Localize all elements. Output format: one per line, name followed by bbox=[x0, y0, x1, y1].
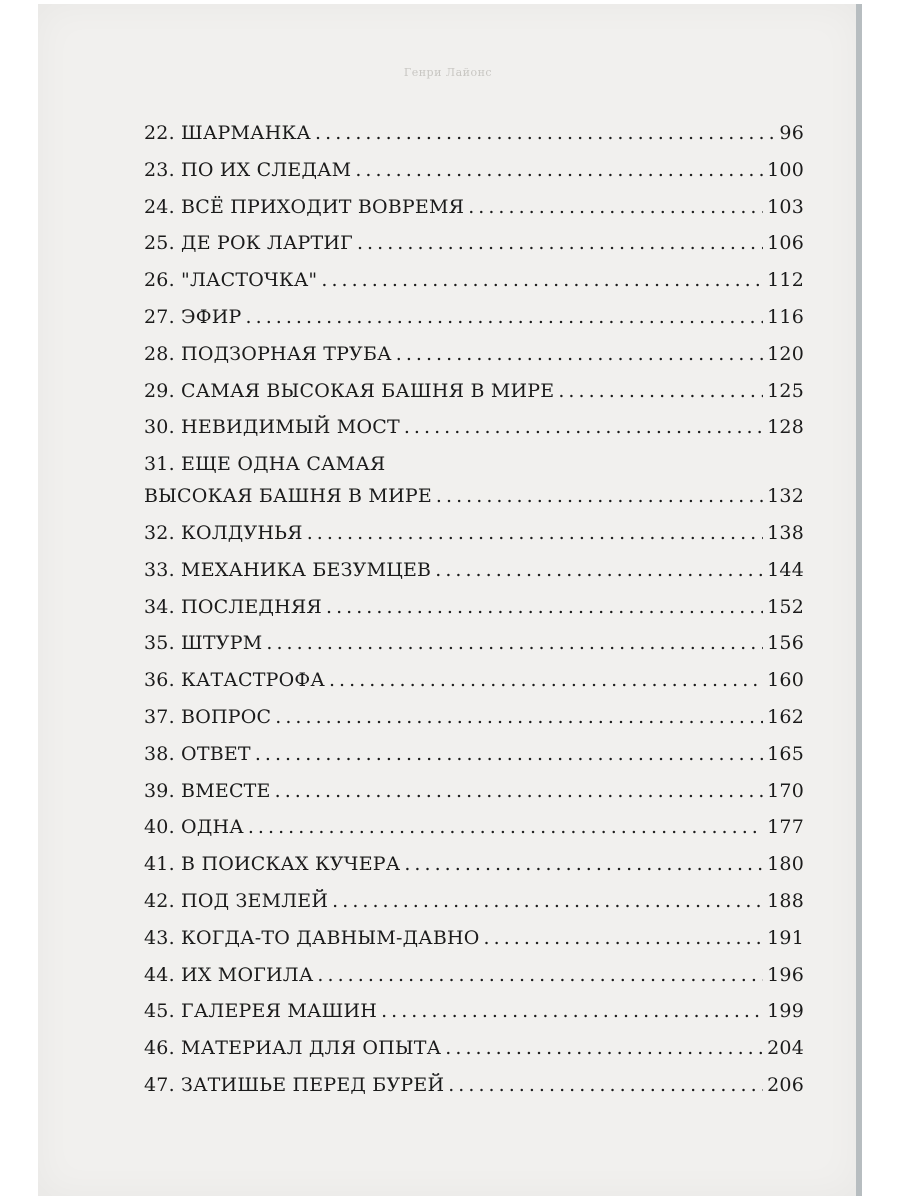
toc-page: 112 bbox=[767, 269, 804, 292]
toc-leader bbox=[357, 232, 763, 254]
toc-page: 128 bbox=[767, 416, 804, 439]
toc-leader bbox=[448, 1074, 763, 1096]
toc-title: 37. ВОПРОС bbox=[144, 705, 272, 728]
toc-title: 25. ДЕ РОК ЛАРТИГ bbox=[144, 232, 353, 255]
toc-entry bbox=[144, 196, 804, 233]
toc-entry bbox=[144, 522, 804, 559]
toc-page: 156 bbox=[767, 632, 804, 655]
toc-leader bbox=[246, 306, 764, 328]
toc-leader bbox=[248, 816, 763, 838]
toc-leader bbox=[381, 1000, 763, 1022]
toc-title: 44. ИХ МОГИЛА bbox=[144, 963, 314, 986]
toc-title: ВЫСОКАЯ БАШНЯ В МИРЕ bbox=[144, 485, 432, 508]
toc-leader bbox=[315, 122, 774, 144]
toc-page: 204 bbox=[767, 1037, 804, 1060]
toc-page: 144 bbox=[767, 558, 804, 581]
toc-entry bbox=[144, 780, 804, 817]
toc-title: 22. ШАРМАНКА bbox=[144, 122, 312, 144]
toc-title: 43. КОГДА-ТО ДАВНЫМ-ДАВНО bbox=[144, 926, 480, 949]
toc-entry bbox=[144, 416, 804, 453]
toc-entry bbox=[144, 632, 804, 669]
toc-entry bbox=[144, 343, 804, 380]
toc-page: 191 bbox=[767, 926, 804, 949]
toc-entry bbox=[144, 743, 804, 780]
toc-page: 180 bbox=[767, 853, 804, 876]
toc-leader bbox=[255, 743, 763, 765]
toc-title: 45. ГАЛЕРЕЯ МАШИН bbox=[144, 1000, 378, 1023]
toc-page: 96 bbox=[779, 122, 804, 144]
toc-leader bbox=[435, 559, 763, 581]
toc-leader bbox=[484, 927, 764, 949]
toc-leader bbox=[445, 1037, 763, 1059]
toc-entry bbox=[144, 159, 804, 196]
toc-entry bbox=[144, 306, 804, 343]
toc-entry bbox=[144, 706, 804, 743]
toc-page: 138 bbox=[767, 521, 804, 544]
running-head: Генри Лайонс bbox=[403, 66, 493, 79]
toc-leader bbox=[332, 890, 763, 912]
toc-entry bbox=[144, 927, 804, 964]
toc-page: 116 bbox=[767, 305, 804, 328]
toc-page: 177 bbox=[767, 816, 804, 839]
toc-entry bbox=[144, 485, 804, 522]
toc-leader bbox=[307, 522, 763, 544]
toc-page: 103 bbox=[767, 195, 804, 218]
toc-page: 132 bbox=[767, 485, 804, 508]
toc-leader bbox=[558, 380, 763, 402]
toc-title: 30. НЕВИДИМЫЙ МОСТ bbox=[144, 416, 400, 439]
toc-title: 42. ПОД ЗЕМЛЕЙ bbox=[144, 889, 329, 912]
toc-title: 38. ОТВЕТ bbox=[144, 742, 251, 765]
toc-entry bbox=[144, 890, 804, 927]
toc-leader bbox=[355, 159, 763, 181]
toc-leader bbox=[329, 669, 763, 691]
toc-leader bbox=[396, 343, 763, 365]
toc-entry bbox=[144, 853, 804, 890]
toc-title-line1: 31. ЕЩЕ ОДНА САМАЯ bbox=[144, 453, 386, 476]
toc-page: 160 bbox=[767, 669, 804, 692]
toc-title: 33. МЕХАНИКА БЕЗУМЦЕВ bbox=[144, 558, 432, 581]
toc-page: 199 bbox=[767, 1000, 804, 1023]
toc-leader bbox=[275, 780, 764, 802]
toc-page: 165 bbox=[767, 742, 804, 765]
toc-leader bbox=[266, 632, 763, 654]
toc-page: 162 bbox=[767, 705, 804, 728]
toc-entry bbox=[144, 232, 804, 269]
toc-leader bbox=[317, 964, 763, 986]
toc-title: 24. ВСЁ ПРИХОДИТ ВОВРЕМЯ bbox=[144, 195, 465, 218]
toc-title: 23. ПО ИХ СЛЕДАМ bbox=[144, 158, 352, 181]
toc-title: 39. ВМЕСТЕ bbox=[144, 779, 271, 802]
toc-entry bbox=[144, 669, 804, 706]
toc-entry bbox=[144, 1074, 804, 1111]
toc-page: 152 bbox=[767, 595, 804, 618]
toc-title: 34. ПОСЛЕДНЯЯ bbox=[144, 595, 322, 618]
toc-title: 32. КОЛДУНЬЯ bbox=[144, 521, 303, 544]
toc-title: 27. ЭФИР bbox=[144, 305, 242, 328]
toc-entry bbox=[144, 559, 804, 596]
table-of-contents bbox=[144, 122, 804, 1111]
toc-title: 41. В ПОИСКАХ КУЧЕРА bbox=[144, 853, 401, 876]
toc-entry bbox=[144, 1037, 804, 1074]
toc-title: 26. "ЛАСТОЧКА" bbox=[144, 269, 318, 292]
toc-leader bbox=[326, 596, 763, 618]
toc-entry bbox=[144, 380, 804, 417]
toc-entry bbox=[144, 964, 804, 1001]
toc-title: 29. САМАЯ ВЫСОКАЯ БАШНЯ В МИРЕ bbox=[144, 379, 555, 402]
toc-leader bbox=[436, 485, 763, 507]
toc-page: 206 bbox=[767, 1073, 804, 1096]
toc-page: 100 bbox=[767, 158, 804, 181]
toc-leader bbox=[275, 706, 763, 728]
toc-page: 196 bbox=[767, 963, 804, 986]
toc-page: 188 bbox=[767, 889, 804, 912]
toc-title: 28. ПОДЗОРНАЯ ТРУБА bbox=[144, 342, 392, 365]
page-edge bbox=[856, 4, 862, 1196]
toc-page: 170 bbox=[767, 779, 804, 802]
toc-entry-line1 bbox=[144, 453, 804, 485]
toc-title: 46. МАТЕРИАЛ ДЛЯ ОПЫТА bbox=[144, 1037, 442, 1060]
toc-entry bbox=[144, 122, 804, 159]
toc-leader bbox=[468, 196, 763, 218]
toc-leader bbox=[321, 269, 763, 291]
toc-page: 120 bbox=[767, 342, 804, 365]
toc-title: 35. ШТУРМ bbox=[144, 632, 263, 655]
toc-page: 106 bbox=[767, 232, 804, 255]
toc-entry bbox=[144, 269, 804, 306]
toc-page: 125 bbox=[767, 379, 804, 402]
toc-title: 36. КАТАСТРОФА bbox=[144, 669, 325, 692]
toc-entry bbox=[144, 816, 804, 853]
toc-leader bbox=[404, 416, 763, 438]
toc-entry bbox=[144, 596, 804, 633]
toc-entry bbox=[144, 1000, 804, 1037]
toc-title: 40. ОДНА bbox=[144, 816, 244, 839]
toc-leader bbox=[404, 853, 763, 875]
toc-title: 47. ЗАТИШЬЕ ПЕРЕД БУРЕЙ bbox=[144, 1073, 445, 1096]
